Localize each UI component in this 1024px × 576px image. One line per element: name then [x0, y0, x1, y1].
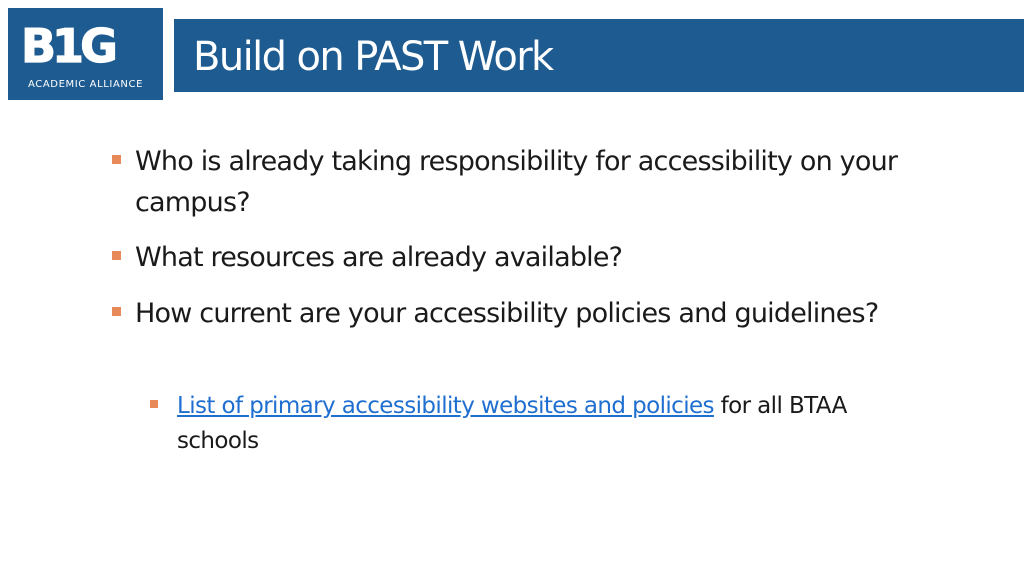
bullet-square-icon: [112, 155, 121, 164]
policies-link[interactable]: List of primary accessibility websites and policies: [177, 393, 714, 419]
slide-title: Build on PAST Work: [193, 34, 553, 80]
bullet-text: What resources are already available?: [135, 242, 623, 273]
bullet-text: How current are your accessibility policies and guidelines?: [135, 298, 879, 329]
bullet-square-icon: [112, 251, 121, 260]
bullet-text: Who is already taking responsibility for accessibility on your campus?: [135, 146, 898, 218]
logo-subtitle: ACADEMIC ALLIANCE: [28, 79, 143, 90]
bullet-square-icon: [112, 307, 121, 316]
sub-bullet-suffix: for all BTAA schools: [177, 393, 847, 454]
bullet-square-icon: [150, 400, 158, 408]
logo-mark-text: B1G: [21, 22, 114, 70]
sub-bullet-text: [177, 389, 877, 459]
